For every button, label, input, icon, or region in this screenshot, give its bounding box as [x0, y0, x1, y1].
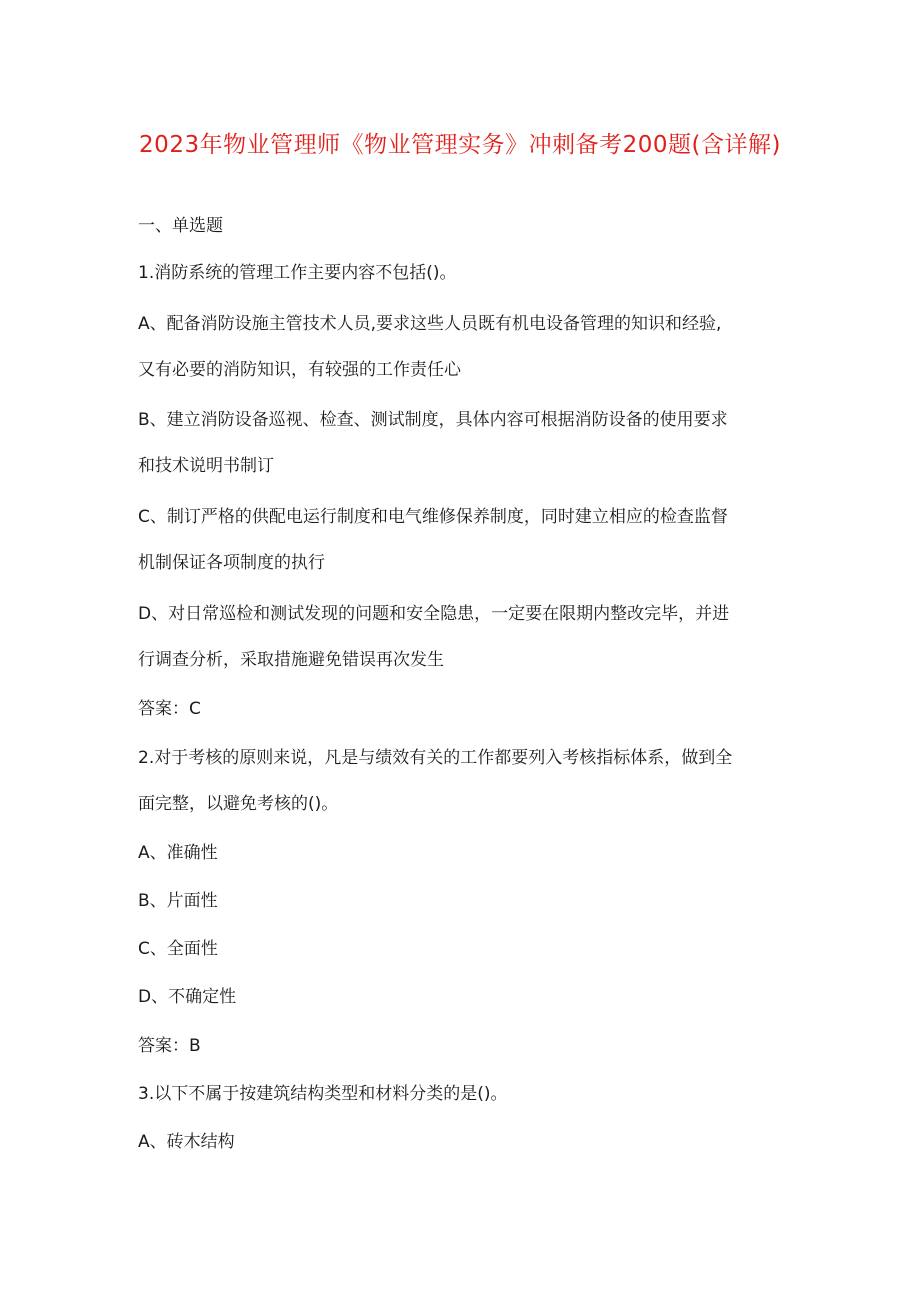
question-1-option-c-line-1: C、制订严格的供配电运行制度和电气维修保养制度，同时建立相应的检查监督: [138, 507, 728, 527]
document-title: 2023年物业管理师《物业管理实务》冲刺备考200题(含详解): [139, 132, 781, 158]
question-2-stem-line-2: 面完整，以避免考核的()。: [138, 794, 339, 814]
question-1-answer: 答案：C: [138, 699, 201, 719]
question-1-option-b-line-1: B、建立消防设备巡视、检查、测试制度，具体内容可根据消防设备的使用要求: [138, 410, 728, 430]
question-3-stem: 3.以下不属于按建筑结构类型和材料分类的是()。: [138, 1084, 508, 1104]
question-2-option-a: A、准确性: [138, 843, 218, 863]
question-1-option-d-line-1: D、对日常巡检和测试发现的问题和安全隐患，一定要在限期内整改完毕，并进: [138, 604, 730, 624]
section-heading: 一、单选题: [138, 216, 223, 236]
question-1-option-a-line-1: A、配备消防设施主管技术人员,要求这些人员既有机电设备管理的知识和经验,: [138, 314, 722, 334]
question-1-option-b-line-2: 和技术说明书制订: [138, 456, 274, 476]
question-2-answer: 答案：B: [138, 1036, 201, 1056]
question-1-option-d-line-2: 行调查分析，采取措施避免错误再次发生: [138, 650, 444, 670]
question-3-option-a: A、砖木结构: [138, 1132, 235, 1152]
question-1-option-a-line-2: 又有必要的消防知识，有较强的工作责任心: [138, 360, 461, 380]
question-2-option-d: D、不确定性: [138, 987, 237, 1007]
question-1-stem: 1.消防系统的管理工作主要内容不包括()。: [138, 263, 457, 283]
question-2-option-b: B、片面性: [138, 891, 218, 911]
question-2-stem-line-1: 2.对于考核的原则来说，凡是与绩效有关的工作都要列入考核指标体系，做到全: [138, 748, 733, 768]
question-1-option-c-line-2: 机制保证各项制度的执行: [138, 553, 325, 573]
question-2-option-c: C、全面性: [138, 939, 218, 959]
